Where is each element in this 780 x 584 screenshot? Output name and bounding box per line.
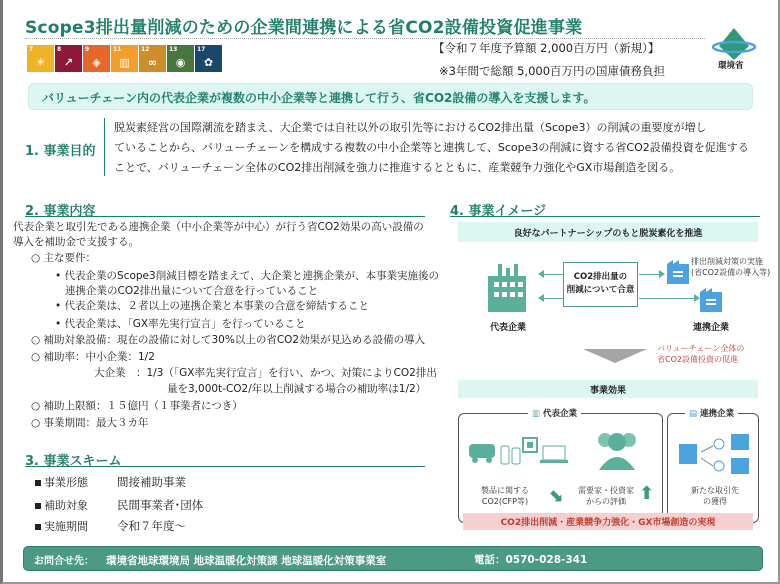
target-equipment: ○ 補助対象設備：現在の設備に対して30%以上の省CO2効果が見込める設備の導入 xyxy=(31,334,426,346)
agree-line: CO2排出量の xyxy=(573,272,628,282)
caption-line: の獲得 xyxy=(703,497,727,506)
investors-icon xyxy=(593,430,641,470)
summary-banner: バリューチェーン内の代表企業が複数の中小企業等と連携して行う、省CO2設備の導入を支援します。 xyxy=(28,83,753,110)
caption-line: CO2(CFP等) xyxy=(481,497,529,506)
scheme-row xyxy=(35,518,186,534)
partner-factory-icon xyxy=(667,260,689,284)
scheme-row xyxy=(35,497,204,513)
rep-frame-title xyxy=(528,407,581,419)
new-partners-icon xyxy=(677,428,755,478)
arrow-line xyxy=(543,298,563,299)
sdg-11-icon: 11 ▥ xyxy=(111,45,138,72)
purpose-line: ことで、バリューチェーン全体のCO2排出削減を強力に推進するとともに、産業競争力強化やGX市場創造を図る。 xyxy=(114,161,681,174)
purpose-line: 脱炭素経営の国際潮流を踏まえ、大企業では自社以外の取引先等におけるCO2排出量（Scope3）の削減の重要度が増し xyxy=(114,121,707,134)
purpose-line: ていることから、バリューチェーンを構成する複数の中小企業等と連携して、Scope3の削減に資する省CO2設備投資を促進する xyxy=(114,141,749,154)
promotion-note xyxy=(657,343,744,365)
down-arrow-icon xyxy=(583,349,647,363)
scheme-value: 民間事業者･団体 xyxy=(117,498,204,512)
contact-label: お問合せ先： xyxy=(34,556,94,567)
partner-factory-icon xyxy=(700,288,722,312)
square-bullet-icon xyxy=(35,480,41,486)
section-3-heading: 3. 事業スキーム xyxy=(25,454,122,469)
requirement-2: • 代表企業は、２者以上の連携企業と本事業の合意を締結すること xyxy=(55,300,370,312)
subsidy-rate-note: 量を3,000t-CO2/年以上削減する場合の補助率は1/2） xyxy=(167,383,427,395)
sdg-8-icon: 8 ↗ xyxy=(55,45,82,72)
square-bullet-icon xyxy=(35,524,41,530)
subsidy-rate-large: 大企業 ：1/3（「GX率先実行宣言」を行い、かつ、対策によりCO2排出 xyxy=(94,367,437,379)
requirement-1 xyxy=(55,269,439,298)
factory-icon: ▥ xyxy=(532,409,541,419)
caption-line: からの評価 xyxy=(586,497,626,506)
factory-icon: ▤ xyxy=(689,409,698,419)
square-bullet-icon xyxy=(35,503,41,509)
section-3-rule xyxy=(25,466,425,467)
requirement-3: • 代表企業は、「GX率先実行宣言」を行っていること xyxy=(55,318,306,330)
arrow-line xyxy=(543,274,563,275)
result-bar: CO2排出削減・産業競争力強化・GX市場創造の実現 xyxy=(463,513,753,530)
budget-amount: 【令和７年度予算額 2,000百万円（新規）】 xyxy=(433,41,660,55)
arrow-line xyxy=(639,274,659,275)
partner-frame-label: 連携企業 xyxy=(700,409,735,419)
scheme-label: 事業形態 xyxy=(44,476,88,489)
section-4-heading: 4. 事業イメージ xyxy=(450,204,547,219)
section-4-rule xyxy=(450,216,760,217)
evaluation-caption xyxy=(578,485,634,507)
measure-note xyxy=(691,256,770,278)
req-line: 連携企業のCO2排出量について合意を行っていること xyxy=(65,284,319,297)
rep-factory-icon xyxy=(486,262,528,312)
products-icon xyxy=(465,432,575,468)
title-divider xyxy=(25,38,705,39)
scheme-label: 実施期間 xyxy=(44,520,88,533)
scheme-value: 間接補助事業 xyxy=(117,475,186,489)
partner-company-label: 連携企業 xyxy=(693,323,730,333)
contact-org: 環境省地球環境局 地球温暖化対策課 地球温暖化対策事業室 xyxy=(106,555,387,567)
scheme-value: 令和７年度～ xyxy=(117,519,186,533)
arrow-left-icon xyxy=(538,294,544,302)
sdg-17-icon: 17 ✿ xyxy=(195,45,222,72)
sdg-13-icon: 13 ◉ xyxy=(167,45,194,72)
effect-bar: 事業効果 xyxy=(458,380,758,398)
section-2-heading: 2. 事業内容 xyxy=(25,204,96,219)
intro-line: 導入を補助金で支援する。 xyxy=(13,235,139,248)
product-cfp-caption xyxy=(481,485,529,507)
req-line: • 代表企業のScope3削減目標を踏まえて、大企業と連携企業が、本事業実施後の xyxy=(55,270,439,282)
new-partner-caption xyxy=(691,485,739,507)
caption-line: 新たな取引先 xyxy=(691,486,739,495)
arrow-right-icon xyxy=(659,270,665,278)
partner-frame-title xyxy=(685,407,738,419)
agree-line: 削減について合意 xyxy=(566,285,635,295)
intro-line: 代表企業と取引先である連携企業（中小企業等が中心）が行う省CO2効果の高い設備の xyxy=(13,221,424,233)
contact-phone[interactable]: 電話：0570-028-341 xyxy=(474,554,588,566)
sdg-9-icon: 9 ◈ xyxy=(83,45,110,72)
sdgs-icons xyxy=(27,45,222,72)
ministry-name: 環境省 xyxy=(718,61,744,71)
partnership-bar: 良好なパートナーシップのもと脱炭素化を推進 xyxy=(458,222,758,242)
budget-note: ※3年間で総額 5,000百万円の国庫債務負担 xyxy=(439,64,666,78)
section-1-body xyxy=(114,118,769,178)
project-period: ○ 事業期間：最大３カ年 xyxy=(31,417,149,429)
contact-bar xyxy=(23,546,763,571)
promo-line: 省CO2設備投資の促進 xyxy=(657,355,738,364)
arrow-line xyxy=(639,298,694,299)
sdg-7-icon: 7 ☀ xyxy=(27,45,54,72)
section-1-divider xyxy=(104,118,105,176)
section-2-rule xyxy=(25,216,425,217)
scheme-row xyxy=(35,474,186,490)
rep-company-label: 代表企業 xyxy=(490,323,527,333)
promo-line: バリューチェーン全体の xyxy=(657,344,745,353)
content-intro xyxy=(13,220,424,249)
caption-line: 需要家・投資家 xyxy=(578,486,634,495)
requirements-heading: ○ 主な要件： xyxy=(31,252,96,264)
caption-line: 製品に関する xyxy=(481,486,529,495)
measure-line: 排出削減対策の実施 xyxy=(691,257,763,266)
arrow-left-icon xyxy=(538,270,544,278)
sdg-12-icon: 12 ∞ xyxy=(139,45,166,72)
subsidy-cap: ○ 補助上限額：１５億円（１事業者につき） xyxy=(31,400,243,412)
measure-line: (省CO2設備の導入等) xyxy=(691,268,771,277)
down-right-arrow-icon: ⬊ xyxy=(548,485,564,506)
scheme-label: 補助対象 xyxy=(44,499,88,512)
section-1-heading: 1. 事業目的 xyxy=(25,144,96,159)
agreement-box xyxy=(563,262,638,307)
page-title: Scope3排出量削減のための企業間連携による省CO2設備投資促進事業 xyxy=(25,18,583,38)
subsidy-rate-sme: ○ 補助率：中小企業：1/2 xyxy=(31,351,155,363)
up-arrow-icon: ⬆ xyxy=(639,483,655,504)
rep-frame-label: 代表企業 xyxy=(543,409,578,419)
